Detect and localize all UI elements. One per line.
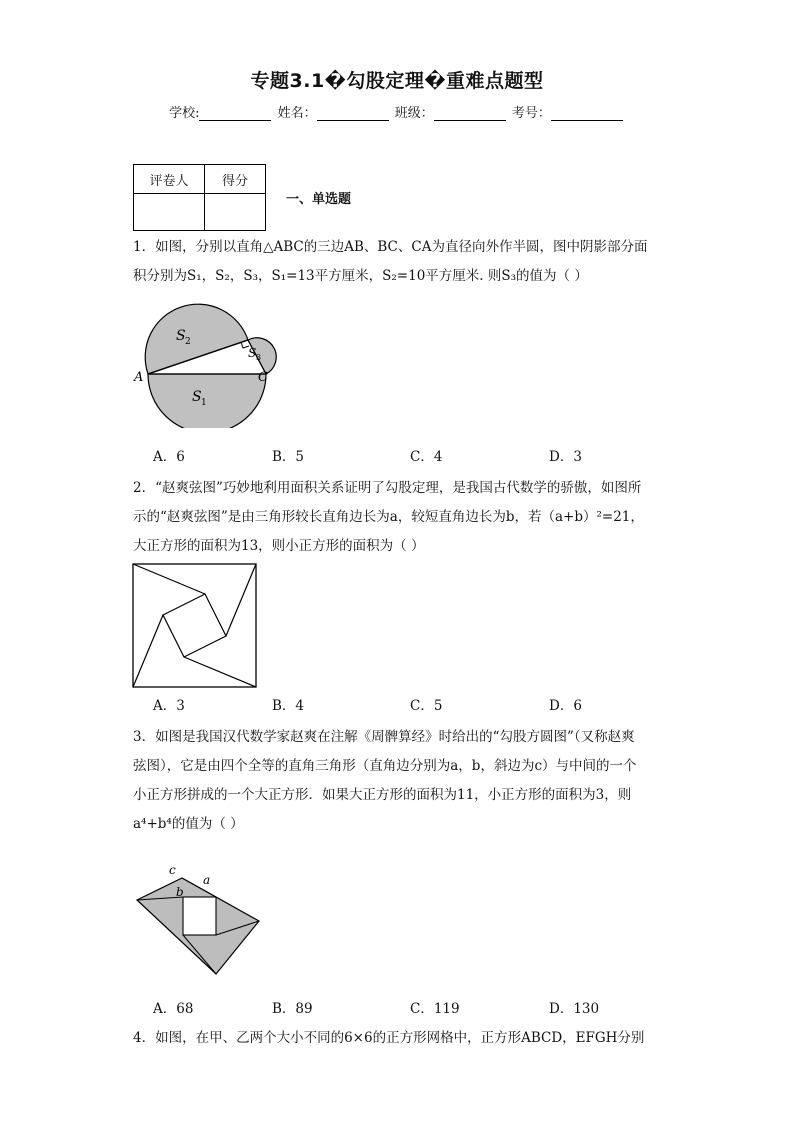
question-2-line-3: 大正方形的面积为13，则小正方形的面积为（ ） [133, 538, 425, 554]
semicircle-figure [130, 300, 290, 428]
label-b-side: b [176, 885, 184, 899]
class-label: 班级： [394, 106, 434, 121]
q3-option-a[interactable]: A．68 [153, 1001, 194, 1017]
question-3 [133, 723, 637, 839]
question-1-line-2: 积分别为S₁，S₂，S₃，S₁=13平方厘米，S₂=10平方厘米. 则S₃的值为（ ） [133, 268, 588, 284]
question-1-line-1: 1．如图，分别以直角△ABC的三边AB、BC、CA为直径向外作半圆，图中阴影部分面 [133, 239, 648, 255]
school-blank[interactable] [199, 107, 271, 121]
q2-option-b[interactable]: B．4 [272, 698, 305, 714]
score-table [133, 164, 266, 231]
class-blank[interactable] [434, 107, 506, 121]
grader-header: 评卷人 [134, 165, 205, 194]
grader-cell[interactable] [134, 194, 205, 231]
school-label: 学校: [169, 106, 200, 121]
question-2-line-2: 示的“赵爽弦图”是由三角形较长直角边长为a，较短直角边长为b，若（a+b）²=21， [133, 509, 644, 525]
question-2 [133, 474, 644, 561]
label-s1: S [192, 389, 202, 405]
q1-option-d[interactable]: D．3 [549, 449, 582, 465]
id-blank[interactable] [551, 107, 623, 121]
zhao-shuang-square-figure [132, 563, 258, 689]
label-s1-sub: 1 [201, 398, 207, 408]
question-4-line-1: 4．如图，在甲、乙两个大小不同的6×6的正方形网格中，正方形ABCD，EFGH分别 [133, 1030, 645, 1046]
q1-option-c[interactable]: C．4 [410, 449, 443, 465]
q2-option-d[interactable]: D．6 [549, 698, 582, 714]
name-blank[interactable] [317, 107, 389, 121]
page-title: 专题3.1�勾股定理�重难点题型 [250, 70, 544, 92]
question-3-line-1: 3．如图是我国汉代数学家赵爽在注解《周髀算经》时给出的“勾股方圆图”（又称赵爽 [133, 729, 635, 745]
question-3-line-2: 弦图），它是由四个全等的直角三角形（直角边分别为a，b，斜边为c）与中间的一个 [133, 758, 637, 774]
score-cell[interactable] [205, 194, 266, 231]
q3-option-d[interactable]: D．130 [549, 1001, 600, 1017]
section-title: 一、单选题 [286, 192, 352, 207]
name-label: 姓名： [277, 106, 317, 121]
question-1 [133, 233, 647, 291]
question-2-line-1: 2．“赵爽弦图”巧妙地利用面积关系证明了勾股定理，是我国古代数学的骄傲，如图所 [133, 480, 642, 496]
label-s3-sub: 3 [256, 353, 262, 362]
center-square [183, 897, 216, 935]
q2-option-c[interactable]: C．5 [410, 698, 443, 714]
hook-square-figure [134, 860, 264, 980]
label-s3: S [248, 346, 257, 360]
question-4 [133, 1024, 644, 1053]
label-a-side: a [203, 873, 211, 887]
label-c-side: c [169, 863, 176, 877]
label-s2-sub: 2 [185, 337, 191, 347]
id-label: 考号： [511, 106, 551, 121]
label-s2: S [176, 328, 186, 344]
student-info-row [0, 102, 794, 121]
label-a: A [134, 370, 144, 385]
q2-option-a[interactable]: A．3 [153, 698, 185, 714]
q1-option-b[interactable]: B．5 [272, 449, 305, 465]
label-c: C [258, 370, 268, 385]
question-3-line-3: 小正方形拼成的一个大正方形．如果大正方形的面积为11，小正方形的面积为3，则 [133, 787, 632, 803]
score-header: 得分 [205, 165, 266, 194]
semicircle-s2 [145, 304, 248, 374]
q3-option-b[interactable]: B．89 [272, 1001, 313, 1017]
q3-option-c[interactable]: C．119 [410, 1001, 460, 1017]
question-3-line-4: a⁴+b⁴的值为（ ） [133, 816, 244, 832]
semicircle-s1 [148, 374, 266, 428]
q1-option-a[interactable]: A．6 [153, 449, 185, 465]
